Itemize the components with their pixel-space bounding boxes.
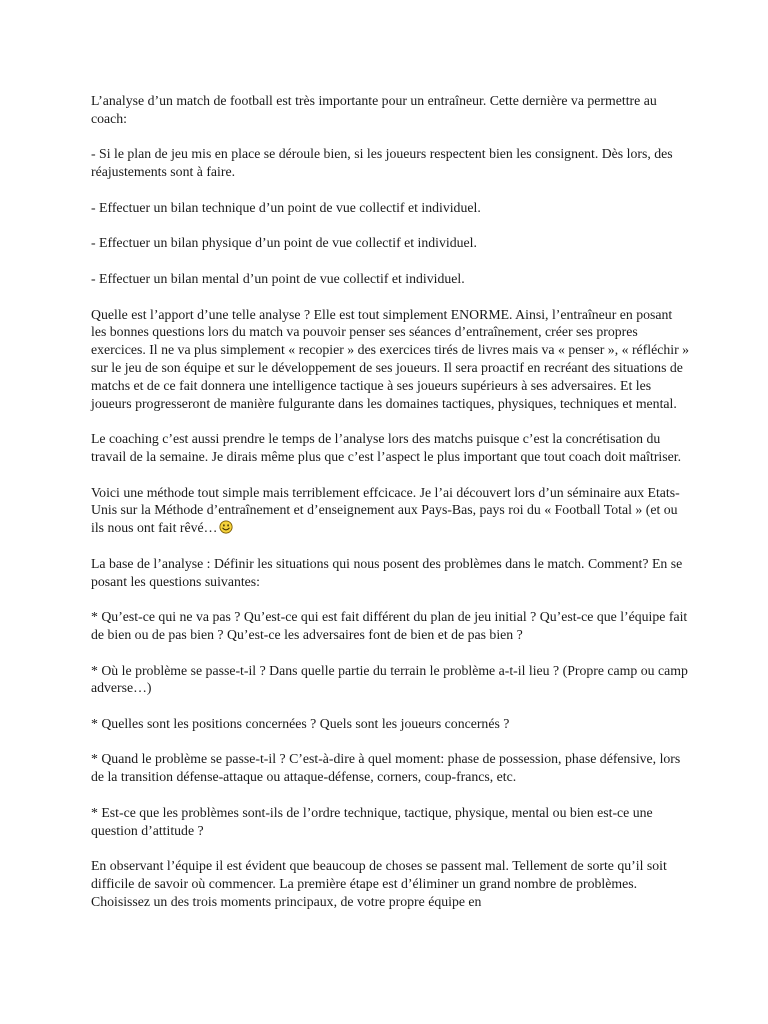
document-body [91,92,689,928]
question-ordre: * Est-ce que les problèmes sont-ils de l’ordre technique, tactique, physique, mental ou bien est-ce une question d’attitude ? [91,804,653,838]
observation-paragraph: En observant l’équipe il est évident que beaucoup de choses se passent mal. Tellement de sorte qu’il soit difficile de savoir où commencer. La première étape est d’éliminer un grand nombre de problèmes. Choisissez un des trois moments principaux, de votre propre équipe en [91,858,667,909]
smiley-face [220,521,232,533]
question-quoi: * Qu’est-ce qui ne va pas ? Qu’est-ce qui est fait différent du plan de jeu initial ? Qu’est-ce que l’équipe fait de bien ou de pas bien ? Qu’est-ce les adversaires font de bien et de pas bien ? [91,609,688,642]
bullet-bilan-mental: - Effectuer un bilan mental d’un point de vue collectif et individuel. [91,270,465,286]
methode-text: Voici une méthode tout simple mais terriblement effcicace. Je l’ai découvert lors d’un séminaire aux Etats-Unis sur la Méthode d’entraînement et d’enseignement aux Pays-Bas, pays roi du « Football Total » (et ou ils nous ont fait rêvé… [91,484,680,536]
smiley-right-eye [228,524,230,526]
methode-paragraph [91,484,689,537]
bullet-plan-de-jeu: - Si le plan de jeu mis en place se déroule bien, si les joueurs respectent bien les consignent. Dès lors, des réajustements sont à faire. [91,146,673,180]
smiley-icon [219,520,233,534]
intro-paragraph: L’analyse d’un match de football est très importante pour un entraîneur. Cette dernière va permettre au coach: [91,93,657,126]
bullet-bilan-technique: - Effectuer un bilan technique d’un point de vue collectif et individuel. [91,199,481,215]
coaching-paragraph: Le coaching c’est aussi prendre le temps de l’analyse lors des matchs puisque c’est la concrétisation du travail de la semaine. Je dirais même plus que c’est l’aspect le plus important que tout coach doit maîtriser. [91,431,682,464]
apport-paragraph: Quelle est l’apport d’une telle analyse ? Elle est tout simplement ENORME. Ainsi, l’entraîneur en posant les bonnes questions lors du match va pouvoir penser ses séances d’entraînement, créer ses propres exercices. Il ne va plus simplement « recopier » des exercices tirés de livres mais va « penser », « réfléchir » sur le jeu de son équipe et sur le développement de ses joueurs. Il sera proactif en recréant des situations de matchs et de ce fait donnera une intelligence tactique à ses joueurs supérieurs à ses adversaires. Et les joueurs progresseront de manière fulgurante dans les domaines tactiques, physiques, techniques et mental. [91,306,690,411]
base-analyse-paragraph: La base de l’analyse : Définir les situations qui nous posent des problèmes dans le match. Comment? En se posant les questions suivantes: [91,555,683,589]
smiley-left-eye [224,524,226,526]
question-positions: * Quelles sont les positions concernées ? Quels sont les joueurs concernés ? [91,715,510,731]
question-quand: * Quand le problème se passe-t-il ? C’est-à-dire à quel moment: phase de possession, phase défensive, lors de la transition défense-attaque ou attaque-défense, corners, coup-francs, etc. [91,751,681,785]
question-ou: * Où le problème se passe-t-il ? Dans quelle partie du terrain le problème a-t-il lieu ? (Propre camp ou camp adverse…) [91,662,688,696]
bullet-bilan-physique: - Effectuer un bilan physique d’un point de vue collectif et individuel. [91,235,477,251]
